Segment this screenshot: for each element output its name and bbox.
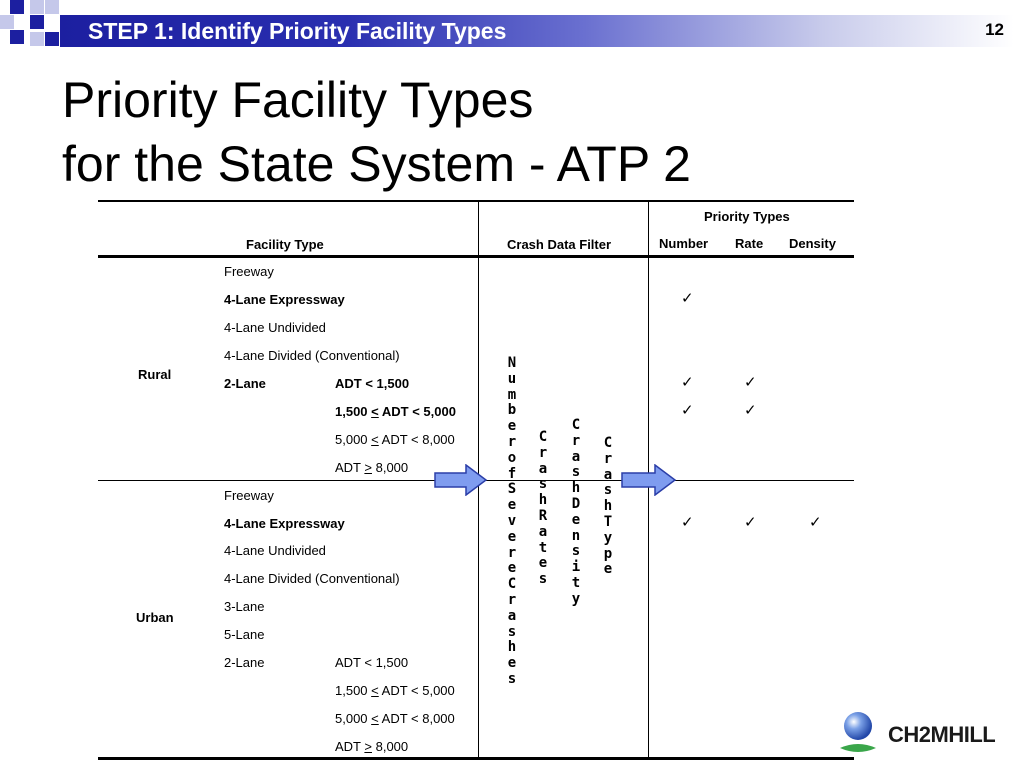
header-crash-data-filter: Crash Data Filter xyxy=(507,237,612,252)
decor-square xyxy=(30,0,44,14)
table-row-adt xyxy=(335,739,408,755)
header-density: Density xyxy=(789,236,836,251)
table-row-type: Freeway xyxy=(224,264,274,279)
table-row-type: 3-Lane xyxy=(224,599,265,614)
table-row-type: 2-Lane xyxy=(224,376,266,391)
adt-suffix: 8,000 xyxy=(371,739,409,754)
decor-square xyxy=(10,0,24,14)
table-row-adt xyxy=(335,711,455,727)
adt-suffix: ADT < 5,000 xyxy=(378,404,456,419)
group-label-rural: Rural xyxy=(138,367,172,382)
filter-crash-type: Crash Type xyxy=(603,435,621,578)
decor-square xyxy=(45,0,59,14)
table-row-adt: ADT < 1,500 xyxy=(335,376,410,391)
table-row-type: 4-Lane Divided (Conventional) xyxy=(224,348,400,363)
table-row-adt: ADT < 1,500 xyxy=(335,655,409,670)
check-icon: ✓ xyxy=(681,290,694,307)
decor-square xyxy=(30,15,44,29)
filter-crash-rates: Crash Rates xyxy=(538,429,556,588)
adt-prefix: 5,000 xyxy=(335,432,372,447)
header-facility-type: Facility Type xyxy=(246,237,324,252)
table-row-type: 4-Lane Divided (Conventional) xyxy=(224,571,400,586)
banner-title: STEP 1: Identify Priority Facility Types xyxy=(88,18,507,44)
adt-symbol: > xyxy=(364,460,372,475)
adt-prefix: 1,500 xyxy=(335,404,372,419)
header-priority-types: Priority Types xyxy=(704,209,790,224)
table-row-adt xyxy=(335,404,456,420)
slide-title xyxy=(62,68,691,196)
adt-symbol: > xyxy=(364,739,372,754)
check-icon: ✓ xyxy=(744,374,757,391)
adt-suffix: ADT < 8,000 xyxy=(378,711,455,726)
adt-suffix: ADT < 5,000 xyxy=(378,683,455,698)
table-top-rule xyxy=(98,200,854,202)
table-row-type: 4-Lane Undivided xyxy=(224,320,326,335)
adt-symbol: < xyxy=(371,432,379,447)
table-row-type: 4-Lane Undivided xyxy=(224,543,326,558)
table-row-type: 4-Lane Expressway xyxy=(224,292,345,307)
header-number: Number xyxy=(659,236,709,251)
adt-prefix: ADT xyxy=(335,460,365,475)
table-row-type: 2-Lane xyxy=(224,655,265,670)
table-row-type: 5-Lane xyxy=(224,627,265,642)
decor-square xyxy=(10,30,24,44)
adt-prefix: 1,500 xyxy=(335,683,372,698)
table-row-adt xyxy=(335,460,408,476)
filter-crash-density: Crash Density xyxy=(571,417,589,607)
decor-square xyxy=(30,32,44,46)
header-rate: Rate xyxy=(735,236,764,251)
table-row-adt xyxy=(335,683,455,699)
adt-suffix: ADT < 8,000 xyxy=(378,432,455,447)
slide-title-line-1: Priority Facility Types xyxy=(62,72,534,128)
table-row-adt xyxy=(335,432,455,448)
check-icon: ✓ xyxy=(681,402,694,419)
decor-square xyxy=(0,15,14,29)
adt-suffix: 8,000 xyxy=(371,460,409,475)
check-icon: ✓ xyxy=(681,374,694,391)
adt-prefix: ADT xyxy=(335,739,365,754)
filter-severe-crashes: Number of Severe Crashes xyxy=(507,355,525,687)
check-icon: ✓ xyxy=(744,514,757,531)
group-label-urban: Urban xyxy=(136,610,174,625)
table-header-rule xyxy=(98,255,854,258)
adt-prefix: 5,000 xyxy=(335,711,372,726)
arrow-right-icon xyxy=(434,464,488,496)
check-icon: ✓ xyxy=(681,514,694,531)
logo-text: CH2MHILL xyxy=(888,722,996,747)
adt-symbol: < xyxy=(371,683,379,698)
check-icon: ✓ xyxy=(809,514,822,531)
page-number: 12 xyxy=(985,20,1004,39)
arrow-right-icon xyxy=(621,464,677,496)
table-row-type: Freeway xyxy=(224,488,274,503)
table-row-type: 4-Lane Expressway xyxy=(224,516,345,531)
decor-square xyxy=(45,32,59,46)
check-icon: ✓ xyxy=(744,402,757,419)
table-bottom-rule xyxy=(98,757,854,760)
adt-symbol: < xyxy=(371,711,379,726)
adt-symbol: < xyxy=(371,404,379,419)
slide-title-line-2: for the State System - ATP 2 xyxy=(62,136,691,192)
